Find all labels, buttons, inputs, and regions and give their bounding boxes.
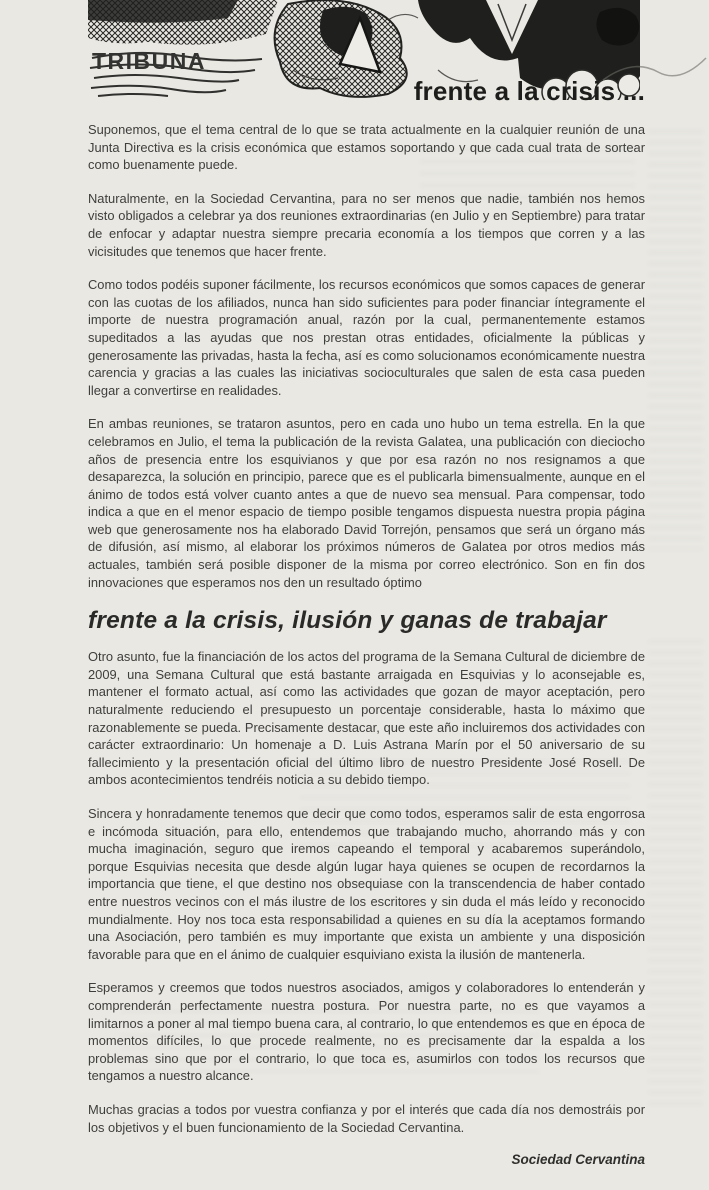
section-heading: frente a la crisis, ilusión y ganas de trabajar [88,607,607,635]
paragraph: Otro asunto, fue la financiación de los actos del programa de la Semana Cultural de diciembre de 2009, una Semana Cultural que está bastante arraigada en Esquivias y lo aconsejable es, mantener el formato actual, así como las actividades que gozan de mayor aceptación, pero naturalmente reduciendo el presupuesto un porcentaje considerable, hasta lo máximo que razonablemente se pueda. Precisamente destacar, que este año incluiremos dos actividades con carácter extraordinario: Un homenaje a D. Luis Astrana Marín por el 50 aniversario de su fallecimiento y la presentación oficial del último libro de nuestro Presidente José Rosell. De ambos acontecimientos tendréis noticia a su debido tiempo. [88,649,645,788]
paragraph: Como todos podéis suponer fácilmente, los recursos económicos que somos capaces de generar con las cuotas de los afiliados, nunca han sido suficientes para poder financiar íntegramente el importe de nuestra programación anual, razón por la cual, permanentemente estamos supeditados a las ayudas que nos prestan otras entidades, oficialmente la públicas y generosamente las privadas, hasta la fecha, así es como solucionamos económicamente nuestra carencia y gracias a las cuales las iniciativas socioculturales que salen de esta casa pueden llegar a convertirse en realidades. [88,277,645,398]
paragraph: Naturalmente, en la Sociedad Cervantina, para no ser menos que nadie, también nos hemos visto obligados a celebrar ya dos reuniones extraordinarias (en Julio y en Septiembre) para tratar de enfocar y adaptar nuestra siempre precaria economía a los tiempos que corren y a las vicisitudes que tenemos que hacer frente. [88,190,645,259]
article-body [88,121,645,1167]
bleed-through-artifact [648,130,703,550]
paragraph: Suponemos, que el tema central de lo que se trata actualmente en la cualquier reunión de una Junta Directiva es la crisis económica que estamos soportando y que cada cual trata de sortear como buenamente puede. [88,122,645,173]
bleed-through-artifact [648,640,703,1110]
article-title: frente a la crisis ... [413,76,645,106]
paragraph: Sincera y honradamente tenemos que decir que como todos, esperamos salir de esta engorrosa e incómoda situación, para ello, entendemos que trabajando mucho, ahorrando más y con mucha imaginación, seguro que iremos capeando el temporal y acabaremos superándolo, porque Esquivias necesita que desde algún lugar haya quienes se ocupen de recordarnos la importancia que tiene, el que destino nos obsequiase con la transcendencia de haber contado entre nuestros vecinos con el más ilustre de los escritores y sin duda el más leído y reconocido mundialmente. Hoy nos toca esta responsabilidad a quienes en su día la aceptamos formando una Asociación, pero también es muy importante que exista un ambiente y una disposición favorable para que en el ánimo de cualquier esquiviano exista la ilusión de mantenerla. [88,806,645,962]
article-signature: Sociedad Cervantina [511,1152,645,1168]
section-kicker: TRIBUNA [92,48,206,74]
paragraph: Muchas gracias a todos por vuestra confianza y por el interés que cada día nos demostráis por los objetivos y el buen funcionamiento de la Sociedad Cervantina. [88,1101,645,1135]
paragraph: En ambas reuniones, se trataron asuntos, pero en cada uno hubo un tema estrella. En la que celebramos en Julio, el tema la publicación de la revista Galatea, una publicación con dieciocho años de presencia entre los esquivianos y que por esa razón no nos resignamos a que desaparezca, la solución en principio, parece que es el publicarla bimensualmente, aunque en el ánimo de todos está volver cuanto antes a que de nuevo sea mensual. Para compensar, todo indica a que en el menor espacio de tiempo posible tengamos dispuesta nuestra propia página web que generosamente nos ha elaborado David Torrejón, pensamos que será un órgano más de difusión, así mismo, al elaborar los próximos números de Galatea por otros medios más actuales, también será posible disponer de la misma por correo electrónico. Son en fin dos innovaciones que esperamos nos den un resultado óptimo [88,416,645,590]
paragraph: Esperamos y creemos que todos nuestros asociados, amigos y colaboradores lo entenderán y comprenderán perfectamente nuestra postura. Por nuestra parte, no es que vayamos a limitarnos a poner al mal tiempo buena cara, al contrario, lo que entendemos es que en época de momentos difíciles, lo que procede realmente, no es precisamente dar la espalda a los problemas sino que por el contrario, lo que toca es, asumirlos con todos los recursos que tengamos a nuestro alcance. [88,980,645,1084]
